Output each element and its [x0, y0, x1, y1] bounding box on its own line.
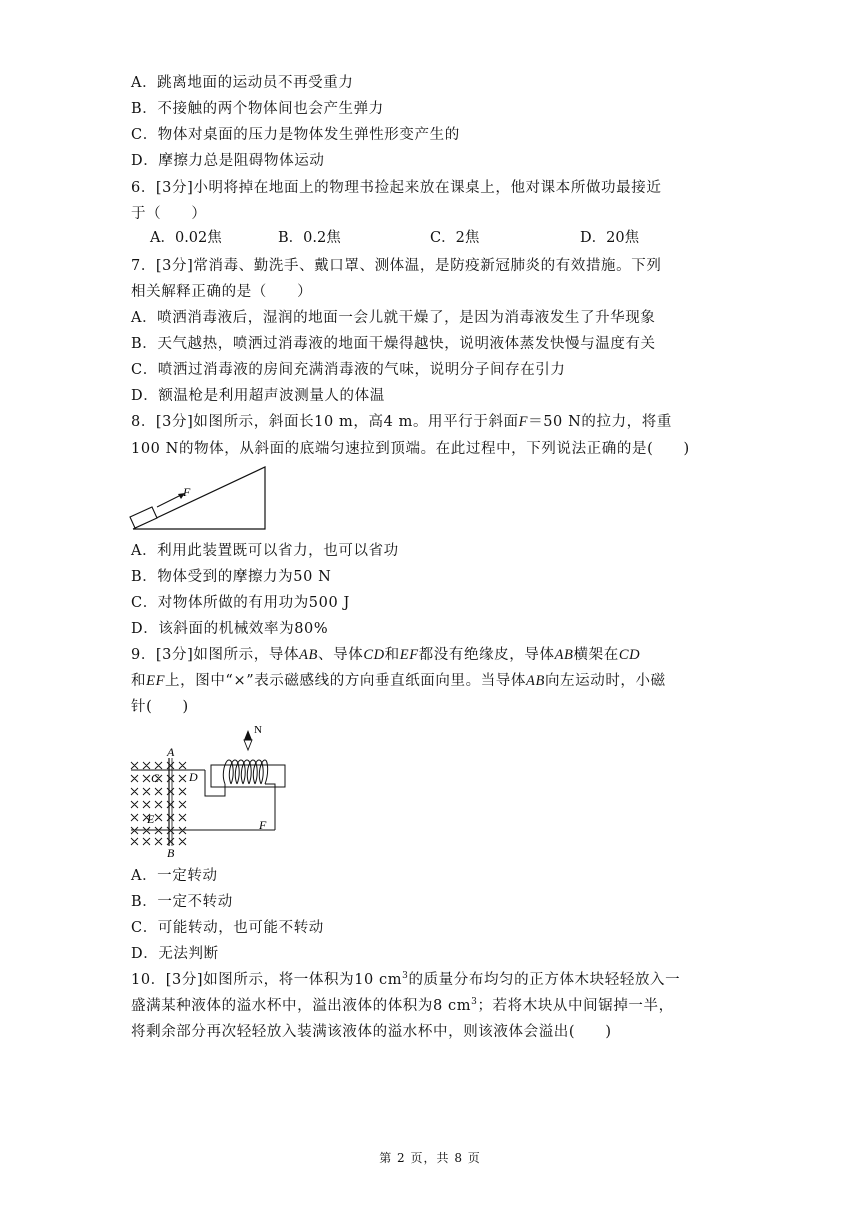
q5-option-b: B．不接触的两个物体间也会产生弹力	[131, 101, 384, 117]
compass-needle-north	[244, 730, 252, 740]
q7-option-c: C．喷洒过消毒液的房间充满消毒液的气味，说明分子间存在引力	[131, 362, 566, 378]
label-b: B	[167, 846, 175, 860]
q6-option-d: D．20焦	[580, 230, 640, 246]
wire-f	[265, 784, 275, 830]
q5-option-c: C．物体对桌面的压力是物体发生弹性形变产生的	[131, 127, 460, 143]
q7-option-d: D．额温枪是利用超声波测量人的体温	[131, 388, 385, 404]
q10-stem-line1: 10．[3分]如图所示，将一体积为10 $cm^3$的质量分布均匀的正方体木块轻轻放入一	[131, 971, 681, 988]
incline-block	[130, 507, 157, 528]
magnetic-circuit-figure	[125, 718, 295, 860]
q5-option-a: A．跳离地面的运动员不再受重力	[131, 75, 354, 91]
q9-stem-line3: 针( )	[131, 699, 189, 715]
q10-stem-line3: 将剩余部分再次轻轻放入装满该液体的溢水杯中，则该液体会溢出( )	[131, 1024, 612, 1040]
label-a: A	[167, 745, 175, 759]
q7-option-b: B．天气越热，喷洒过消毒液的地面干燥得越快，说明液体蒸发快慢与温度有关	[131, 336, 656, 352]
force-arrow	[157, 494, 183, 507]
q9-option-d: D．无法判断	[131, 946, 219, 962]
q8-option-c: C．对物体所做的有用功为500 J	[131, 595, 350, 611]
q9-option-c: C．可能转动，也可能不转动	[131, 920, 324, 936]
compass-needle-south	[244, 740, 252, 750]
force-label: F	[183, 485, 191, 499]
label-n: N	[254, 724, 262, 736]
q6-option-a: A．0.02焦	[150, 230, 222, 246]
label-f: F	[259, 818, 267, 832]
q5-option-d: D．摩擦力总是阻碍物体运动	[131, 153, 325, 169]
q8-option-a: A．利用此装置既可以省力，也可以省功	[131, 543, 399, 559]
q6-option-b: B．0.2焦	[278, 230, 341, 246]
label-d: D	[189, 770, 198, 784]
q10-stem-line2: 盛满某种液体的溢水杯中，溢出液体的体积为8 $cm^3$；若将木块从中间锯掉一半，	[131, 997, 674, 1014]
label-c: C	[151, 771, 160, 785]
q8-stem-line1: 8．[3分]如图所示，斜面长10 m，高4 m。用平行于斜面F＝50 N的拉力，将重	[131, 414, 672, 430]
q8-option-b: B．物体受到的摩擦力为50 N	[131, 569, 332, 585]
q7-stem-line2: 相关解释正确的是（ ）	[131, 284, 313, 300]
q9-option-b: B．一定不转动	[131, 894, 233, 910]
coil	[223, 760, 267, 784]
page-footer: 第 2 页，共 8 页	[379, 1151, 481, 1165]
q7-stem-line1: 7．[3分]常消毒、勤洗手、戴口罩、测体温，是防疫新冠肺炎的有效措施。下列	[131, 258, 662, 274]
q9-stem-line2: 和EF上，图中“×”表示磁感线的方向垂直纸面向里。当导体AB向左运动时，小磁	[131, 673, 666, 689]
q9-option-a: A．一定转动	[131, 868, 218, 884]
incline-figure	[125, 462, 270, 532]
label-e: E	[147, 812, 155, 826]
q6-option-c: C．2焦	[430, 230, 480, 246]
cross-row	[131, 762, 186, 769]
q6-stem-line2: 于（ ）	[131, 206, 207, 222]
q9-stem-line1: 9．[3分]如图所示，导体AB、导体CD和EF都没有绝缘皮，导体AB横架在CD	[131, 647, 641, 663]
q8-stem-line2: 100 N的物体，从斜面的底端匀速拉到顶端。在此过程中，下列说法正确的是( )	[131, 441, 690, 457]
wire-d	[205, 770, 225, 796]
q8-option-d: D．该斜面的机械效率为80%	[131, 621, 329, 637]
q6-stem-line1: 6．[3分]小明将掉在地面上的物理书捡起来放在课桌上，他对课本所做功最接近	[131, 180, 662, 196]
q7-option-a: A．喷洒消毒液后，湿润的地面一会儿就干燥了，是因为消毒液发生了升华现象	[131, 310, 656, 326]
